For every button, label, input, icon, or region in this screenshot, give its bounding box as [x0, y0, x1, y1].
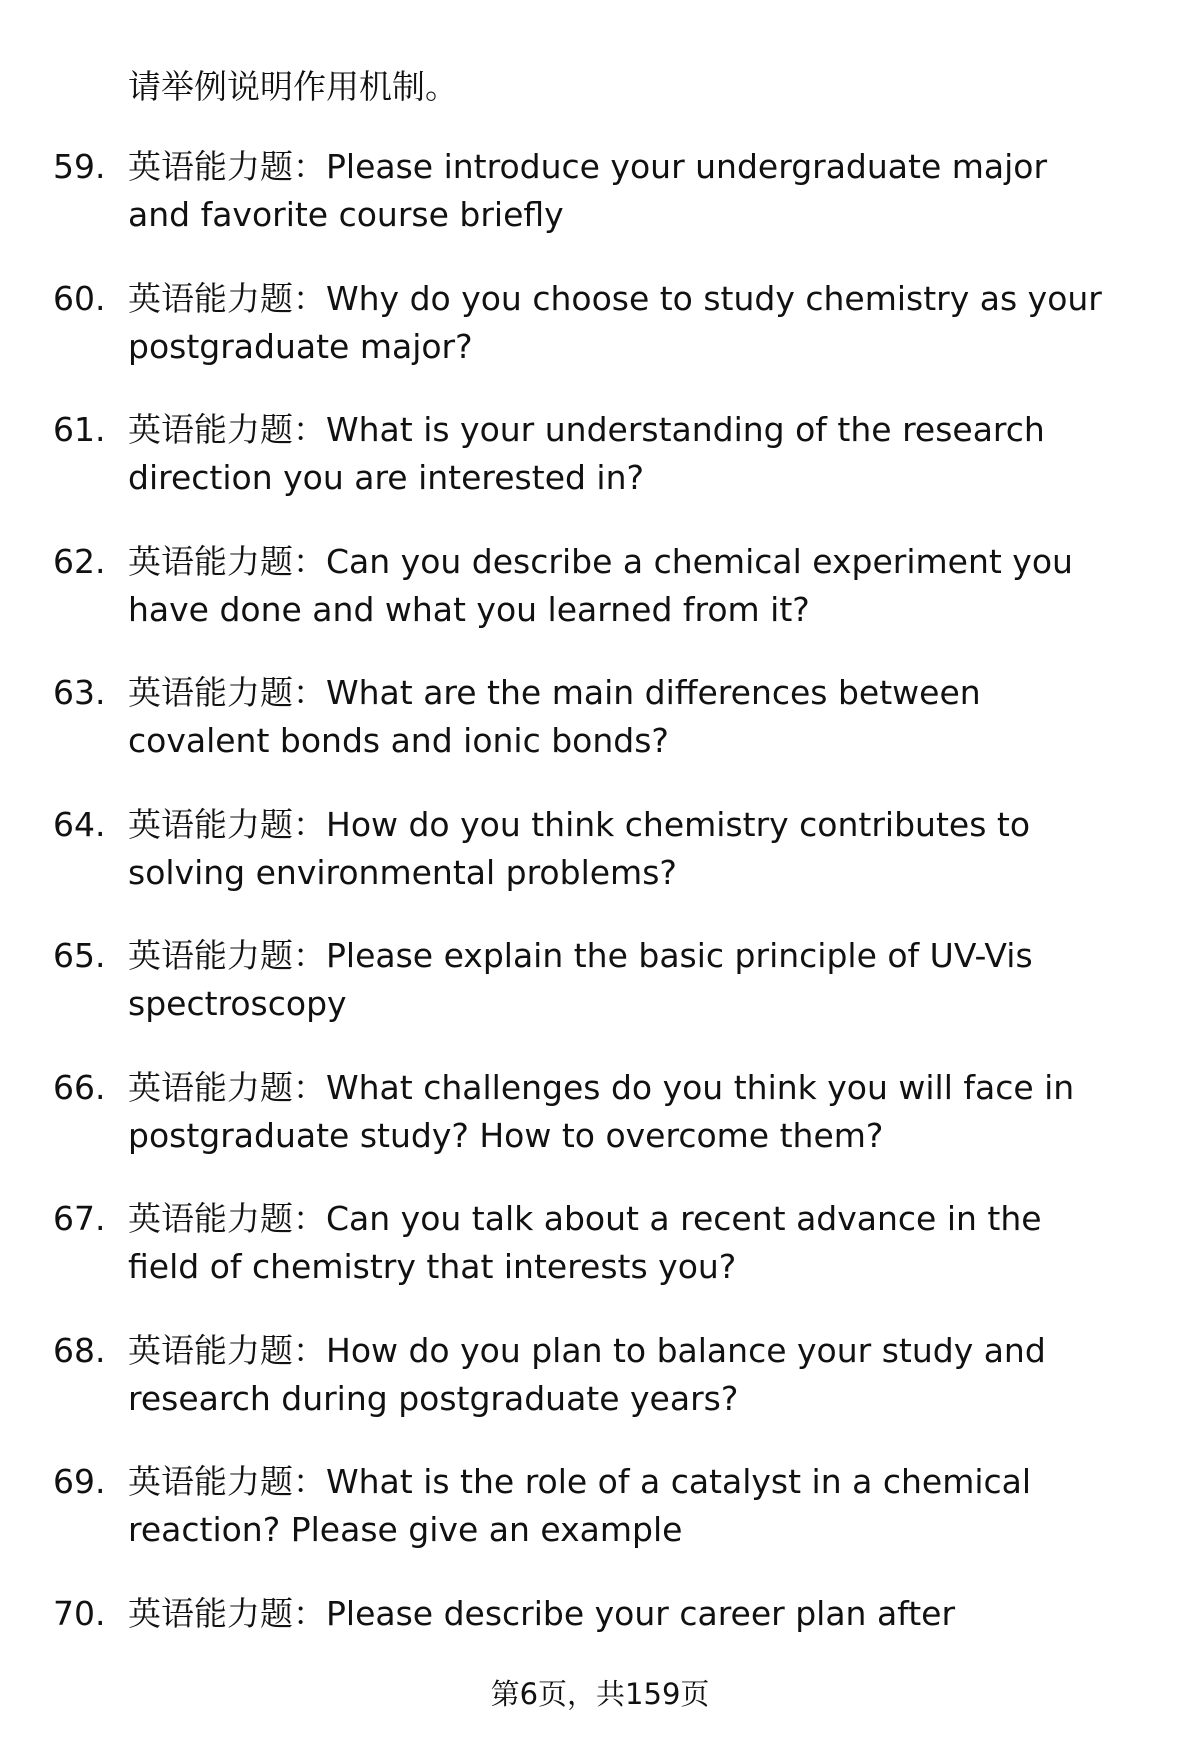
- question-body: [128, 1327, 1173, 1423]
- question-body: [128, 538, 1173, 634]
- question-text: Can you describe a chemical experiment you: [326, 541, 1073, 581]
- question-number: 66.: [53, 1067, 106, 1107]
- question-text: Please explain the basic principle of UV-Vis: [326, 936, 1033, 975]
- question-text-continued: field of chemistry that interests you?: [128, 1247, 737, 1286]
- question-text-continued: postgraduate study? How to overcome them?: [128, 1115, 884, 1155]
- question-text: What is your understanding of the research: [326, 410, 1045, 449]
- question-number: 65.: [53, 936, 106, 975]
- question-prefix: 英语能力题：: [128, 1067, 326, 1107]
- question-prefix: 英语能力题：: [128, 1199, 326, 1238]
- question-prefix: 英语能力题：: [128, 541, 326, 581]
- question-number: 61.: [53, 410, 106, 449]
- question-prefix: 英语能力题：: [128, 1330, 326, 1370]
- question-text-continued: direction you are interested in?: [128, 458, 645, 497]
- question-text: How do you think chemistry contributes to: [326, 804, 1031, 844]
- question-text: Please describe your career plan after: [326, 1593, 956, 1633]
- question-text: How do you plan to balance your study and: [326, 1330, 1046, 1370]
- question-body: [128, 669, 1173, 765]
- question-text-continued: covalent bonds and ionic bonds?: [128, 721, 669, 760]
- question-text-continued: solving environmental problems?: [128, 852, 677, 892]
- question-number: 63.: [53, 673, 106, 712]
- question-prefix: 英语能力题：: [128, 804, 326, 844]
- question-text-continued: spectroscopy: [128, 984, 347, 1023]
- question-number: 64.: [53, 804, 106, 844]
- question-body: [128, 406, 1173, 502]
- question-body: [128, 143, 1173, 239]
- question-prefix: 英语能力题：: [128, 1462, 326, 1501]
- question-prefix: 英语能力题：: [128, 147, 326, 186]
- question-body: [128, 1590, 1173, 1638]
- question-number: 68.: [53, 1330, 106, 1370]
- question-number: 67.: [53, 1199, 106, 1238]
- question-body: [128, 1195, 1173, 1291]
- question-text: What is the role of a catalyst in a chemical: [326, 1462, 1032, 1501]
- question-text: Why do you choose to study chemistry as your: [326, 278, 1102, 318]
- question-body: [128, 275, 1173, 371]
- question-text: Can you talk about a recent advance in the: [326, 1199, 1042, 1238]
- page-footer: 第6页，共159页: [490, 1677, 710, 1711]
- question-text: Please introduce your undergraduate major: [326, 147, 1048, 186]
- question-number: 60.: [53, 278, 106, 318]
- question-prefix: 英语能力题：: [128, 1593, 326, 1633]
- question-number: 62.: [53, 541, 106, 581]
- question-text: What challenges do you think you will face in: [326, 1067, 1075, 1107]
- question-prefix: 英语能力题：: [128, 673, 326, 712]
- question-body: [128, 801, 1173, 897]
- question-prefix: 英语能力题：: [128, 278, 326, 318]
- question-text-continued: reaction? Please give an example: [128, 1510, 683, 1549]
- question-text-continued: postgraduate major?: [128, 326, 473, 366]
- question-number: 69.: [53, 1462, 106, 1501]
- question-text-continued: and favorite course briefly: [128, 195, 564, 234]
- question-text-continued: research during postgraduate years?: [128, 1378, 739, 1418]
- question-number: 70.: [53, 1593, 106, 1633]
- question-text-continued: have done and what you learned from it?: [128, 589, 810, 629]
- question-body: [128, 1458, 1173, 1554]
- question-prefix: 英语能力题：: [128, 410, 326, 449]
- question-number: 59.: [53, 147, 106, 186]
- intro-line: 请举例说明作用机制。: [128, 67, 458, 106]
- question-body: [128, 1064, 1173, 1160]
- question-text: What are the main differences between: [326, 673, 981, 712]
- question-prefix: 英语能力题：: [128, 936, 326, 975]
- question-body: [128, 932, 1173, 1028]
